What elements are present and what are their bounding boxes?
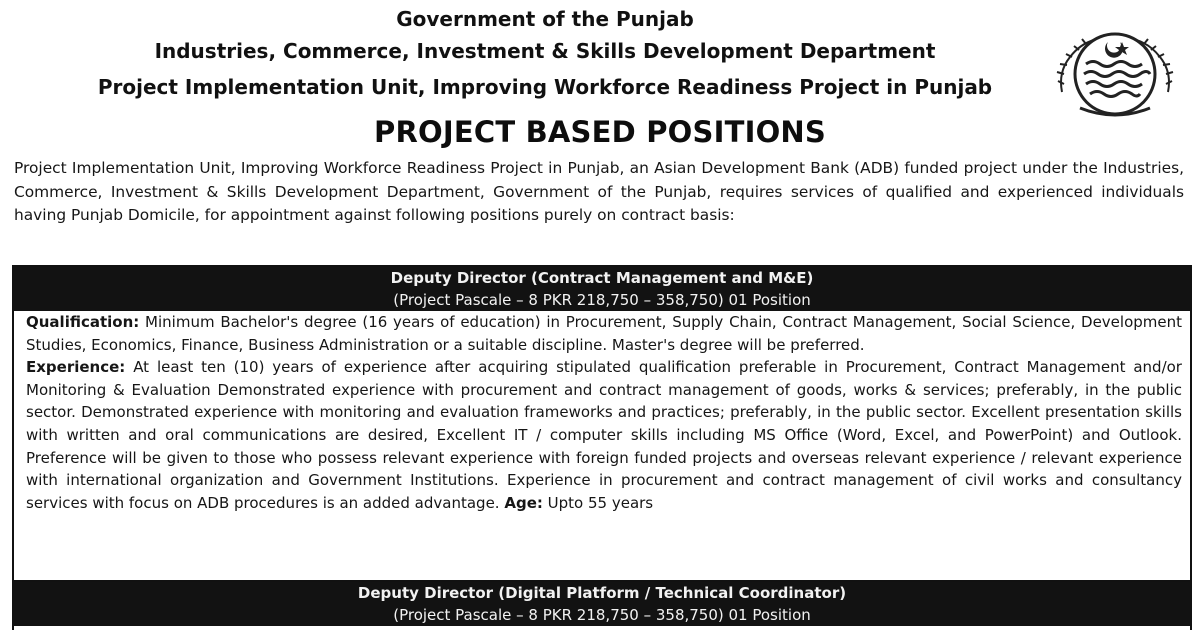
punjab-government-logo [1050,22,1180,122]
position-title: Deputy Director (Digital Platform / Technical Coordinator) [357,584,847,602]
qualification-label: Qualification: [26,313,140,331]
position-scale: (Project Pascale – 8 PKR 218,750 – 358,750) 01 Position [393,291,811,309]
position-header [14,267,1190,311]
header-government: Government of the Punjab [396,7,694,31]
page-title: PROJECT BASED POSITIONS [374,115,826,149]
experience-paragraph [26,356,1182,514]
header-department: Industries, Commerce, Investment & Skills Development Department [154,39,936,63]
position-title: Deputy Director (Contract Management and M&E) [390,269,814,287]
position-details [14,311,1190,514]
qualification-text: Minimum Bachelor's degree (16 years of education) in Procurement, Supply Chain, Contract Management, Social Science, Development Studies, Economics, Finance, Business Administration or a suitable discipline. Master's degree will be preferred. [26,313,1182,354]
position-card [12,580,1192,630]
position-header [14,582,1190,626]
age-value: Upto 55 years [547,493,654,512]
experience-text: At least ten (10) years of experience after acquiring stipulated qualification preferable in Procurement, Contract Management and/or Monitoring & Evaluation Demonstrated experience with procurement and contract management of goods, works & services; preferably, in the public sector. Demonstrated experience with monitoring and evaluation frameworks and practices; preferably, in the public sector. Excellent presentation skills with written and oral communications are desired, Excellent IT / computer skills including MS Office (Word, Excel, and PowerPoint) and Outlook. [26,358,1182,444]
header-project-unit: Project Implementation Unit, Improving Workforce Readiness Project in Punjab [97,75,993,99]
position-card [12,265,1192,585]
experience-preference-text: Preference will be given to those who possess relevant experience with foreign funded projects and overseas relevant experience / relevant experience with international organization and Government Institutions. Experience in procurement and contract management of civil works and consultancy services with focus on ADB procedures is an added advantage. [26,448,1182,512]
intro-paragraph: Project Implementation Unit, Improving Workforce Readiness Project in Punjab, an Asian Development Bank (ADB) funded project under the Industries, Commerce, Investment & Skills Development Department, Government of the Punjab, requires services of qualified and experienced individuals having Punjab Domicile, for appointment against following positions purely on contract basis: [14,159,1184,224]
age-label: Age: [504,493,543,512]
position-scale: (Project Pascale – 8 PKR 218,750 – 358,750) 01 Position [393,606,811,624]
experience-label: Experience: [26,358,126,377]
qualification-paragraph [26,311,1182,356]
